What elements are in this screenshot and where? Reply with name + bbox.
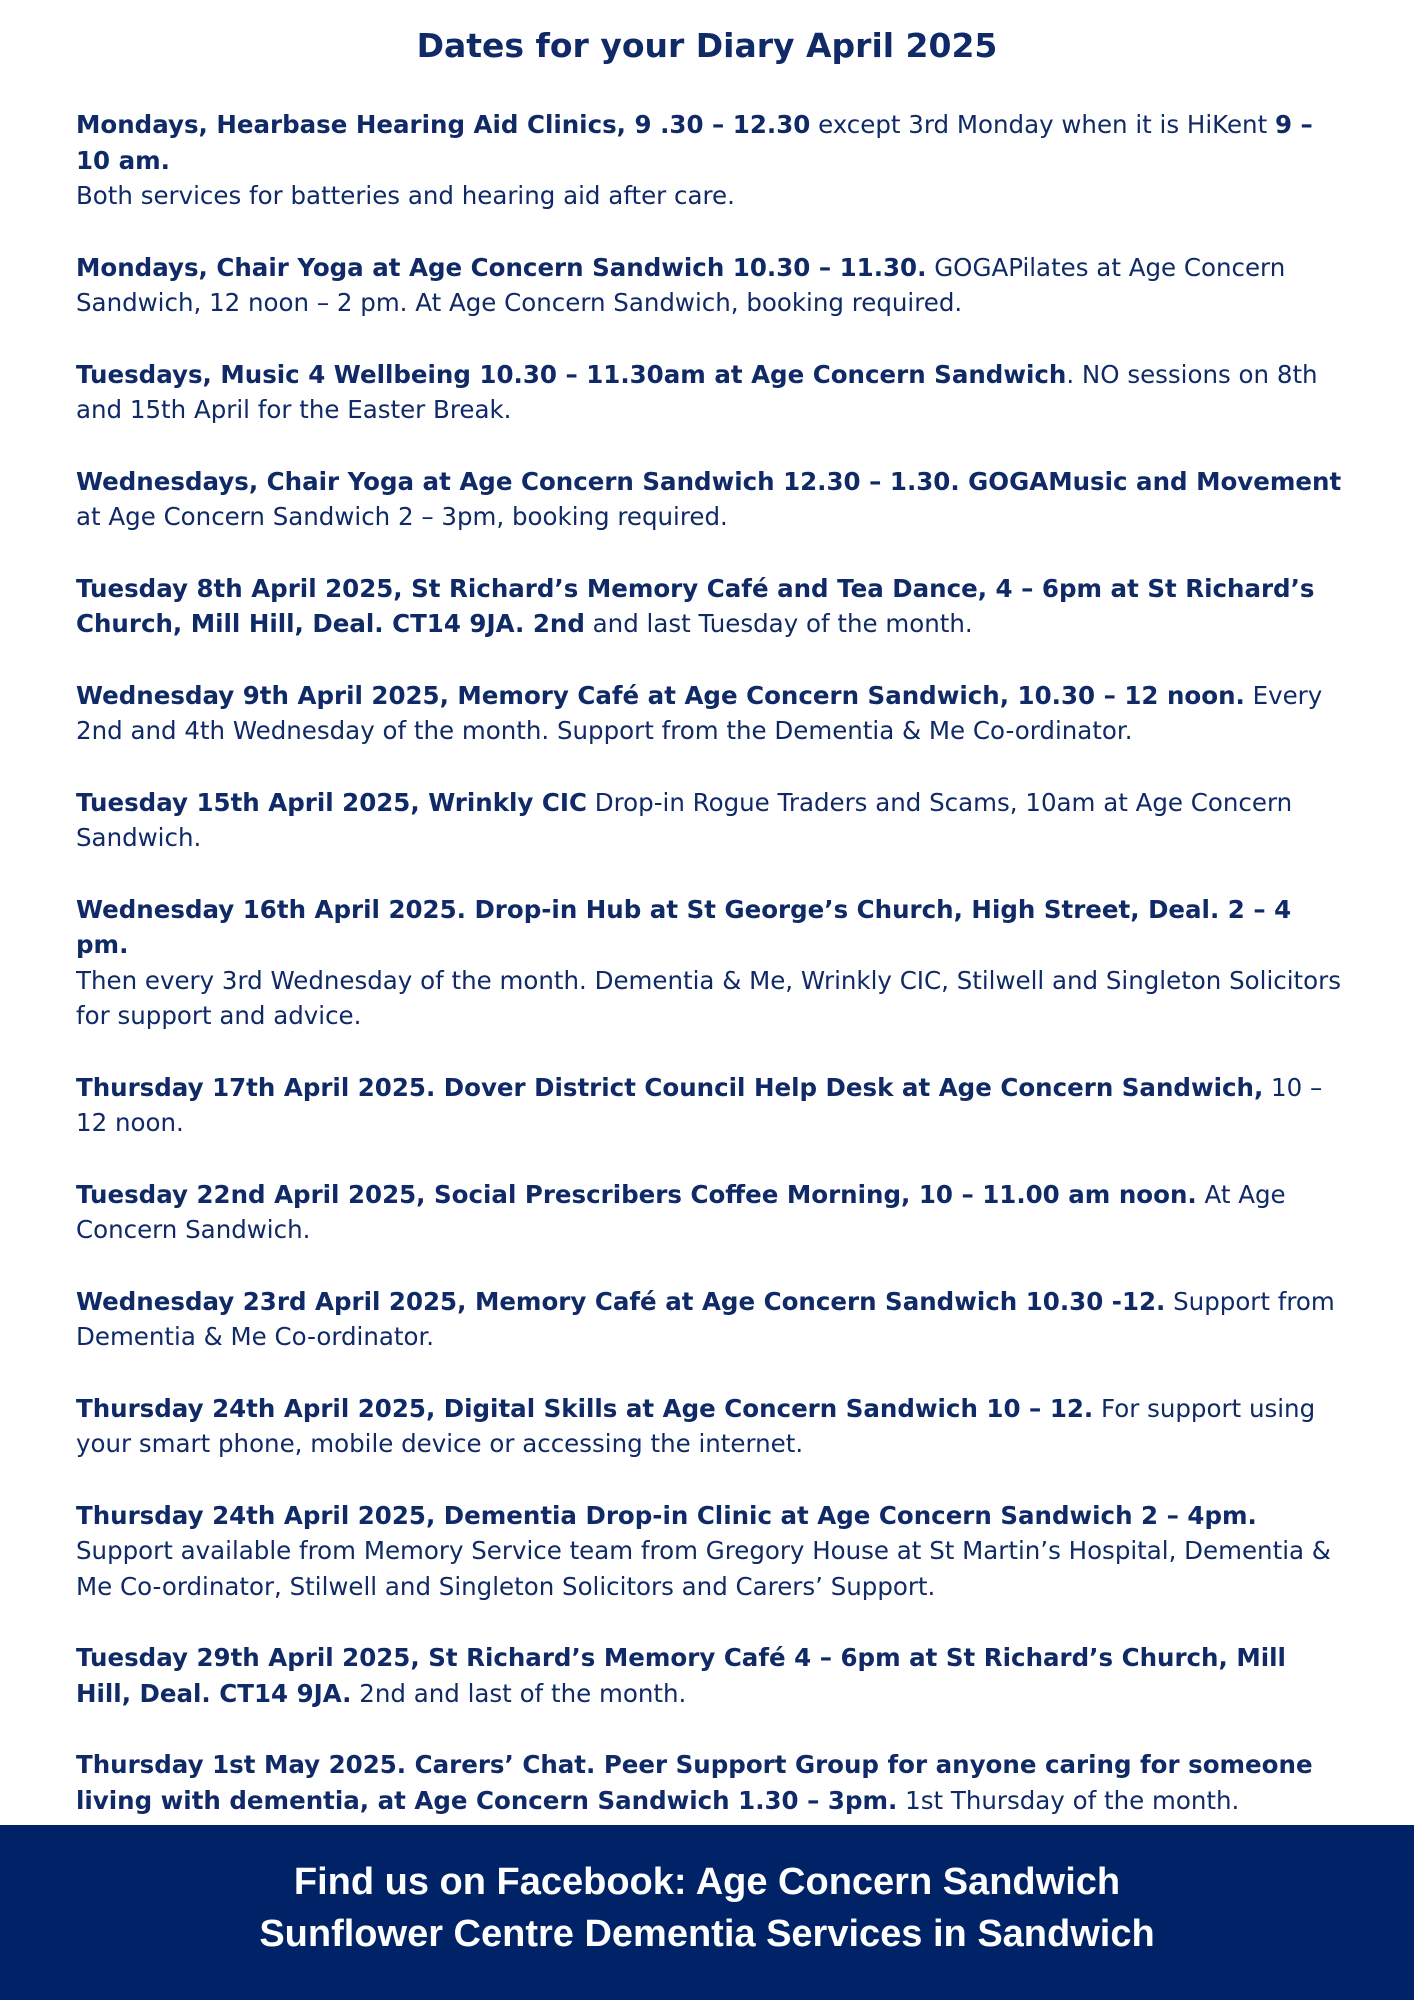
entry-details: 2nd and last of the month. [351, 1678, 687, 1708]
footer-facebook-line: Find us on Facebook: Age Concern Sandwich [293, 1861, 1121, 1903]
entry-heading: Tuesday 22nd April 2025, Social Prescribers Coffee Morning, 10 – 11.00 am noon. [76, 1179, 1197, 1209]
diary-entry [76, 1747, 1344, 1818]
entry-details: Then every 3rd Wednesday of the month. Dementia & Me, Wrinkly CIC, Stilwell and Singleton Solicitors for support and advice. [76, 965, 1341, 1030]
diary-entry [76, 1391, 1344, 1462]
diary-entry [76, 678, 1344, 749]
entry-details: Every 2nd and 4th Wednesday of the month. Support from the Dementia & Me Co-ordinator. [76, 680, 1323, 745]
diary-entry [76, 357, 1344, 428]
entry-heading: Wednesday 16th April 2025. Drop-in Hub at St George’s Church, High Street, Deal. 2 – 4 pm. [76, 894, 1292, 959]
entry-details-extra: Both services for batteries and hearing aid after care. [76, 181, 735, 210]
entry-heading: Wednesday 23rd April 2025, Memory Café at Age Concern Sandwich 10.30 -12. [76, 1286, 1166, 1316]
entry-heading: Tuesday 8th April 2025, St Richard’s Memory Café and Tea Dance, 4 – 6pm at St Richard’s Church, Mill Hill, Deal. CT14 9JA. 2nd [76, 573, 1315, 638]
footer-banner [0, 1825, 1414, 2000]
diary-entry [76, 1284, 1344, 1355]
entry-heading: Tuesday 15th April 2025, Wrinkly CIC [76, 787, 587, 817]
diary-entry [76, 785, 1344, 856]
entry-heading: Tuesday 29th April 2025, St Richard’s Memory Café 4 – 6pm at St Richard’s Church, Mill Hill, Deal. CT14 9JA. [76, 1643, 1286, 1708]
entry-details: except 3rd Monday when it is HiKent [810, 110, 1275, 139]
page-title: Dates for your Diary April 2025 [416, 26, 998, 65]
entry-heading: Wednesdays, Chair Yoga at Age Concern Sandwich 12.30 – 1.30. GOGAMusic and Movement [76, 466, 1342, 496]
entry-details: at Age Concern Sandwich 2 – 3pm, booking required. [76, 502, 728, 531]
entry-heading: Thursday 1st May 2025. Carers’ Chat. Peer Support Group for anyone caring for someone living with dementia, at Age Concern Sandwich 1.30 – 3pm. [76, 1750, 1313, 1815]
entry-heading: Mondays, Chair Yoga at Age Concern Sandwich 10.30 – 11.30. [76, 252, 927, 282]
diary-entry [76, 1070, 1344, 1141]
entry-heading: Thursday 24th April 2025, Dementia Drop-in Clinic at Age Concern Sandwich 2 – 4pm. [76, 1500, 1257, 1530]
entry-heading: Thursday 17th April 2025. Dover District Council Help Desk at Age Concern Sandwich, [76, 1072, 1264, 1102]
diary-entry [76, 250, 1344, 321]
entry-heading: Thursday 24th April 2025, Digital Skills at Age Concern Sandwich 10 – 12. [76, 1393, 1094, 1423]
entry-heading: Mondays, Hearbase Hearing Aid Clinics, 9 .30 – 12.30 [76, 110, 811, 139]
diary-entry [76, 464, 1344, 535]
entry-details: GOGAPilates at Age Concern Sandwich, 12 noon – 2 pm. At Age Concern Sandwich, booking required. [76, 252, 1286, 317]
entry-details: 10 – 12 noon. [76, 1072, 1323, 1137]
entry-details: For support using your smart phone, mobile device or accessing the internet. [76, 1393, 1316, 1458]
diary-entry [76, 1177, 1344, 1248]
entry-heading: Wednesday 9th April 2025, Memory Café at Age Concern Sandwich, 10.30 – 12 noon. [76, 680, 1245, 710]
diary-entry [76, 107, 1344, 214]
entry-details: Drop-in Rogue Traders and Scams, 10am at Age Concern Sandwich. [76, 787, 1293, 852]
diary-entry [76, 1498, 1344, 1605]
diary-entry [76, 571, 1344, 642]
diary-entry [76, 1640, 1344, 1711]
entry-details: . NO sessions on 8th and 15th April for the Easter Break. [76, 359, 1318, 424]
entry-heading: Tuesdays, Music 4 Wellbeing 10.30 – 11.30am at Age Concern Sandwich [76, 359, 1067, 389]
entry-details: 1st Thursday of the month. [897, 1785, 1240, 1815]
entry-details: and last Tuesday of the month. [584, 609, 973, 638]
footer-sunflower-line: Sunflower Centre Dementia Services in Sandwich [259, 1913, 1155, 1955]
entry-details: Support from Dementia & Me Co-ordinator. [76, 1286, 1335, 1351]
entry-heading-time: 9 – 10 am. [76, 110, 1313, 175]
diary-entry [76, 892, 1344, 1034]
diary-entries [76, 107, 1344, 1825]
entry-details: At Age Concern Sandwich. [76, 1179, 1286, 1244]
entry-details: Support available from Memory Service team from Gregory House at St Martin’s Hospital, Dementia & Me Co-ordinator, Stilwell and Singleton Solicitors and Carers’ Support. [76, 1536, 1331, 1601]
